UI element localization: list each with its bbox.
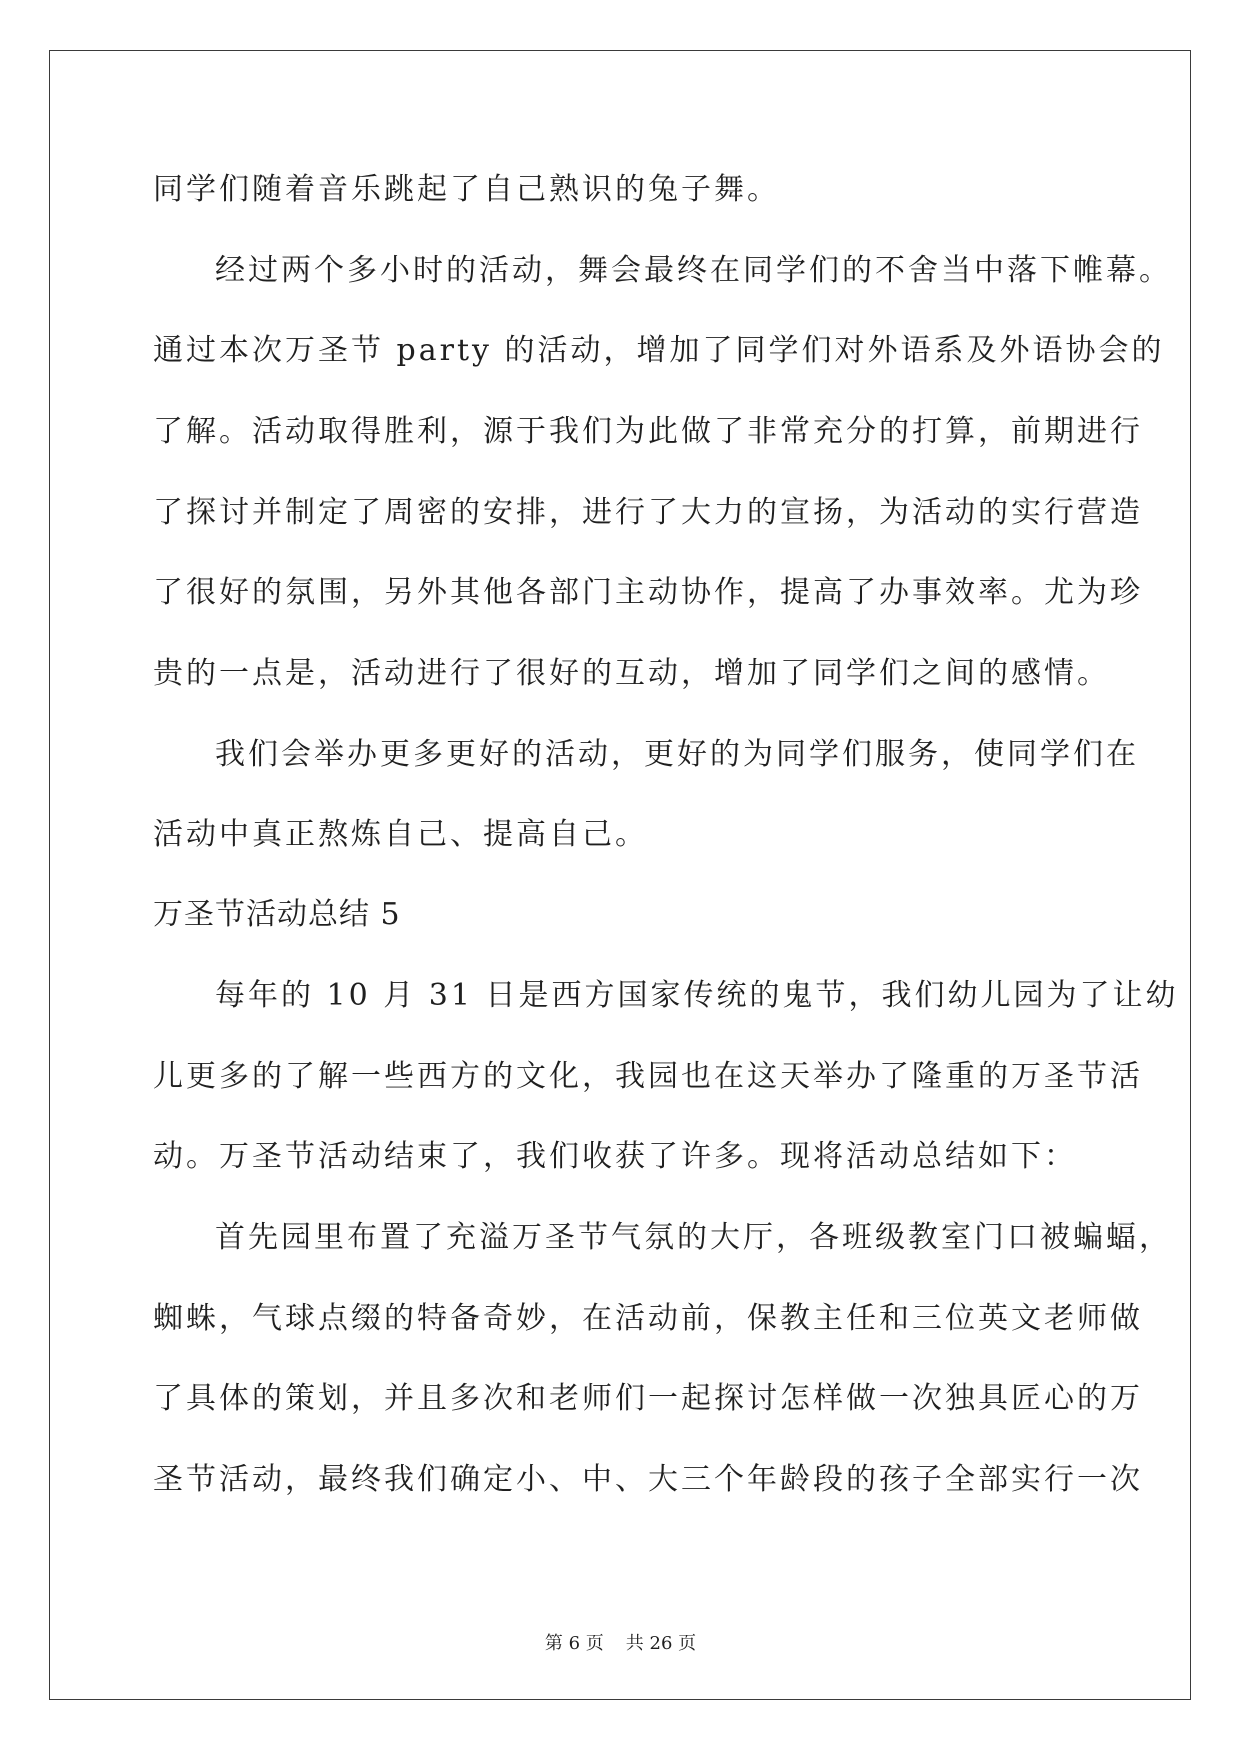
paragraph-start: 经过两个多小时的活动，舞会最终在同学们的不舍当中落下帷幕。 [215,253,1172,288]
section-heading: 万圣节活动总结 5 [153,897,401,932]
text-line: 动。万圣节活动结束了，我们收获了许多。现将活动总结如下： [153,1139,1077,1174]
page-number: 第 6 页 [544,1633,604,1654]
text-line: 了具体的策划，并且多次和老师们一起探讨怎样做一次独具匠心的万 [153,1381,1143,1416]
text-line: 儿更多的了解一些西方的文化，我园也在这天举办了隆重的万圣节活 [153,1059,1143,1094]
text-line: 活动中真正熬炼自己、提高自己。 [153,817,648,852]
text-line: 了解。活动取得胜利，源于我们为此做了非常充分的打算，前期进行 [153,414,1143,449]
paragraph-start: 每年的 10 月 31 日是西方国家传统的鬼节，我们幼儿园为了让幼 [215,978,1179,1013]
page-footer [0,1632,1241,1656]
page-total: 共 26 页 [625,1633,697,1654]
text-line: 通过本次万圣节 party 的活动，增加了同学们对外语系及外语协会的 [153,333,1165,368]
paragraph-start: 我们会举办更多更好的活动，更好的为同学们服务，使同学们在 [215,737,1139,772]
text-line: 圣节活动，最终我们确定小、中、大三个年龄段的孩子全部实行一次 [153,1462,1143,1497]
page-border [49,50,1191,1700]
paragraph-start: 首先园里布置了充溢万圣节气氛的大厅，各班级教室门口被蝙蝠， [215,1220,1172,1255]
text-line: 了很好的氛围，另外其他各部门主动协作，提高了办事效率。尤为珍 [153,575,1143,610]
text-line: 贵的一点是，活动进行了很好的互动，增加了同学们之间的感情。 [153,656,1110,691]
text-line: 了探讨并制定了周密的安排，进行了大力的宣扬，为活动的实行营造 [153,495,1143,530]
text-line: 蜘蛛，气球点缀的特备奇妙，在活动前，保教主任和三位英文老师做 [153,1301,1143,1336]
text-line: 同学们随着音乐跳起了自己熟识的兔子舞。 [153,172,780,207]
